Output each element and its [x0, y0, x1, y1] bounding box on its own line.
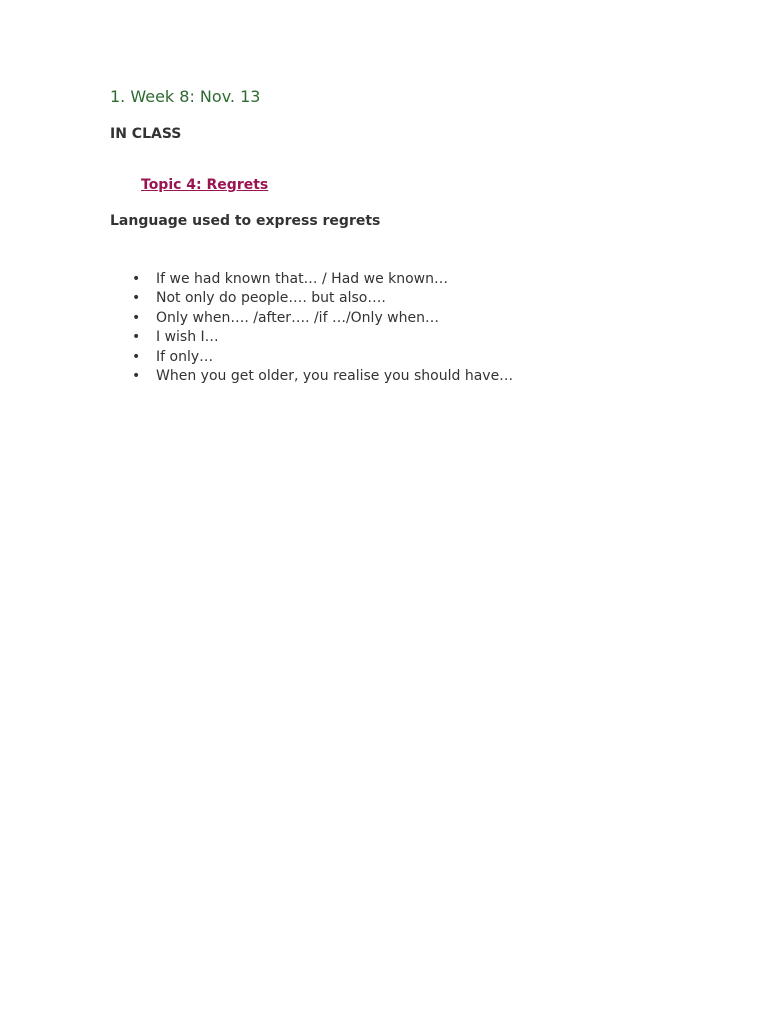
list-item-text: Not only do people…. but also….: [156, 290, 386, 307]
list-item: [110, 270, 513, 289]
bullet-icon: •: [132, 271, 141, 287]
bullet-icon: •: [132, 348, 141, 365]
list-item-text: I wish I…: [156, 329, 219, 346]
list-item-text: If only…: [156, 348, 214, 365]
list-item-text: Only when…. /after…. /if …/Only when…: [156, 309, 439, 326]
bullet-icon: •: [132, 290, 141, 307]
topic-link[interactable]: Topic 4: Regrets: [141, 177, 269, 193]
list-item: [110, 367, 513, 386]
list-item: [110, 328, 513, 347]
list-item: [110, 289, 513, 308]
list-item-text: When you get older, you realise you should have…: [156, 367, 514, 384]
bullet-icon: •: [132, 367, 141, 384]
bullet-icon: •: [132, 329, 141, 346]
list-item: [110, 348, 513, 367]
language-heading: Language used to express regrets: [110, 213, 381, 229]
regret-phrase-list: [110, 270, 513, 386]
bullet-icon: •: [132, 309, 141, 326]
week-heading: 1. Week 8: Nov. 13: [110, 87, 261, 106]
section-label: IN CLASS: [110, 126, 182, 142]
list-item: [110, 309, 513, 328]
list-item-text: If we had known that… / Had we known…: [156, 271, 449, 287]
